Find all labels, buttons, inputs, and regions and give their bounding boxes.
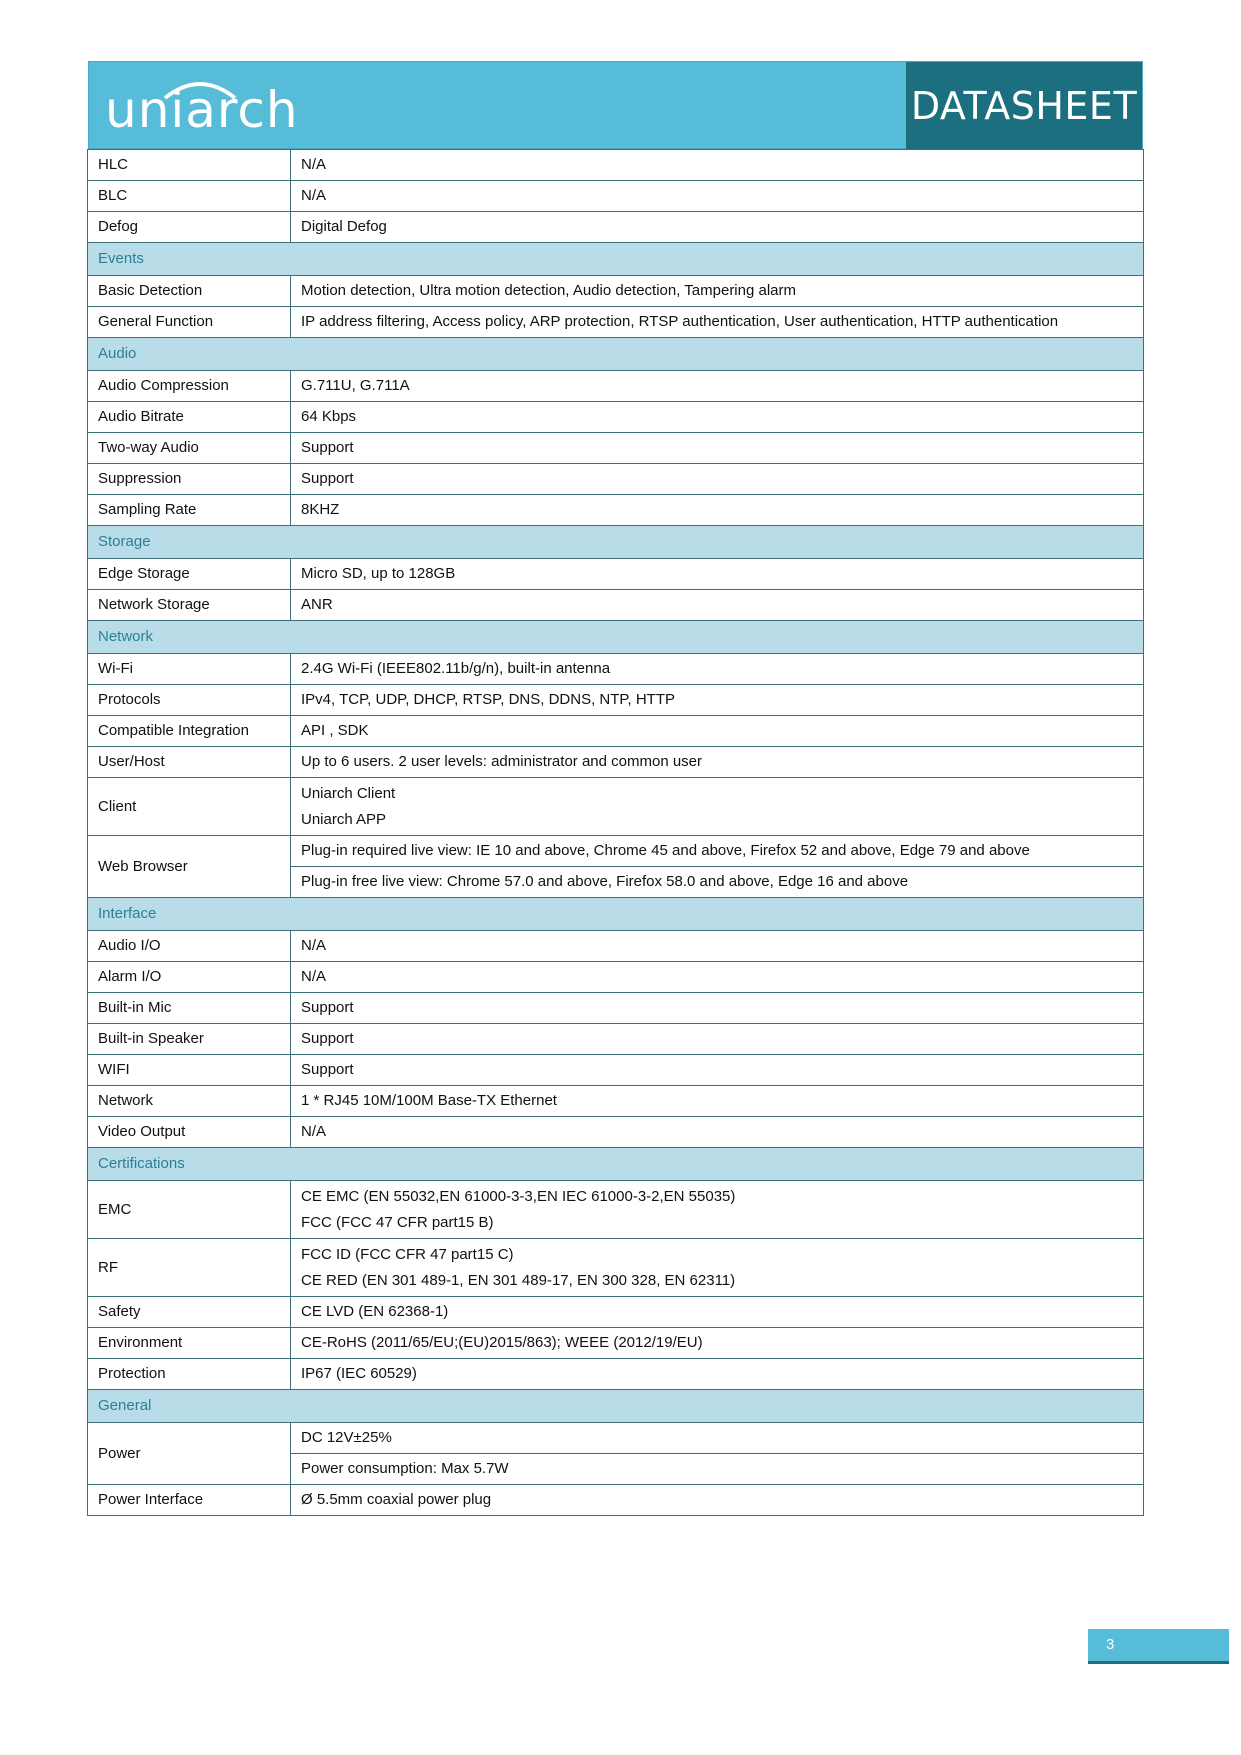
spec-value: G.711U, G.711A — [291, 371, 1144, 402]
table-row — [88, 931, 1144, 962]
section-header-audio — [88, 338, 1144, 371]
spec-value: DC 12V±25% — [291, 1423, 1144, 1454]
table-row — [88, 307, 1144, 338]
client-value-line: Uniarch APP — [301, 810, 387, 828]
table-row — [88, 1086, 1144, 1117]
spec-value: Micro SD, up to 128GB — [291, 559, 1144, 590]
spec-value: Motion detection, Ultra motion detection, Audio detection, Tampering alarm — [291, 276, 1144, 307]
rf-value-line: FCC ID (FCC CFR 47 part15 C) — [301, 1245, 514, 1263]
spec-value: IP address filtering, Access policy, ARP protection, RTSP authentication, User authentication, HTTP authentication — [291, 307, 1144, 338]
spec-value: N/A — [291, 150, 1144, 181]
spec-value: Power consumption: Max 5.7W — [291, 1454, 1144, 1485]
spec-value: N/A — [291, 1117, 1144, 1148]
spec-value: 1 * RJ45 10M/100M Base-TX Ethernet — [291, 1086, 1144, 1117]
spec-label: Two-way Audio — [88, 433, 291, 464]
spec-value: N/A — [291, 181, 1144, 212]
spec-label: Network Storage — [88, 590, 291, 621]
client-value-line: Uniarch Client — [301, 784, 396, 802]
spec-label: Basic Detection — [88, 276, 291, 307]
table-row — [88, 212, 1144, 243]
spec-label: Environment — [88, 1328, 291, 1359]
spec-value: Digital Defog — [291, 212, 1144, 243]
table-row — [88, 150, 1144, 181]
spec-value: N/A — [291, 931, 1144, 962]
spec-label: Client — [88, 778, 291, 836]
table-row — [88, 747, 1144, 778]
datasheet-badge: DATASHEET — [906, 62, 1142, 149]
spec-label: Alarm I/O — [88, 962, 291, 993]
table-row — [88, 1117, 1144, 1148]
section-header-certifications — [88, 1148, 1144, 1181]
table-row — [88, 1181, 1144, 1239]
spec-label: Wi-Fi — [88, 654, 291, 685]
spec-value: Up to 6 users. 2 user levels: administrator and common user — [291, 747, 1144, 778]
spec-label: Built-in Mic — [88, 993, 291, 1024]
spec-label: Network — [88, 1086, 291, 1117]
logo-text: uniarch — [105, 81, 299, 139]
spec-label: WIFI — [88, 1055, 291, 1086]
spec-label: EMC — [88, 1181, 291, 1239]
table-row — [88, 1359, 1144, 1390]
spec-value: Plug-in required live view: IE 10 and above, Chrome 45 and above, Firefox 52 and above, Edge 79 and above — [291, 836, 1144, 867]
table-row — [88, 1423, 1144, 1454]
section-header-network — [88, 621, 1144, 654]
spec-value: 64 Kbps — [291, 402, 1144, 433]
section-title: Interface — [88, 898, 1144, 931]
spec-value: ANR — [291, 590, 1144, 621]
spec-value — [291, 1181, 1144, 1239]
spec-value: IPv4, TCP, UDP, DHCP, RTSP, DNS, DDNS, NTP, HTTP — [291, 685, 1144, 716]
section-header-events — [88, 243, 1144, 276]
spec-value: Ø 5.5mm coaxial power plug — [291, 1485, 1144, 1516]
rf-value-line: CE RED (EN 301 489-1, EN 301 489-17, EN 300 328, EN 62311) — [301, 1271, 736, 1289]
table-row — [88, 1485, 1144, 1516]
table-row — [88, 464, 1144, 495]
spec-label: User/Host — [88, 747, 291, 778]
table-row — [88, 1024, 1144, 1055]
spec-label: Audio Compression — [88, 371, 291, 402]
table-row — [88, 778, 1144, 836]
table-row — [88, 716, 1144, 747]
emc-value-line: FCC (FCC 47 CFR part15 B) — [301, 1213, 494, 1231]
table-row — [88, 371, 1144, 402]
spec-value: Support — [291, 1055, 1144, 1086]
spec-value: CE-RoHS (2011/65/EU;(EU)2015/863); WEEE (2012/19/EU) — [291, 1328, 1144, 1359]
uniarch-logo — [105, 76, 299, 139]
spec-label: Audio I/O — [88, 931, 291, 962]
table-row — [88, 836, 1144, 867]
section-title: Storage — [88, 526, 1144, 559]
spec-value: Support — [291, 433, 1144, 464]
spec-value: Support — [291, 993, 1144, 1024]
spec-value: 8KHZ — [291, 495, 1144, 526]
spec-value: Plug-in free live view: Chrome 57.0 and above, Firefox 58.0 and above, Edge 16 and above — [291, 867, 1144, 898]
table-row — [88, 1297, 1144, 1328]
spec-value — [291, 1239, 1144, 1297]
table-row — [88, 685, 1144, 716]
spec-label: RF — [88, 1239, 291, 1297]
spec-label: BLC — [88, 181, 291, 212]
spec-value: IP67 (IEC 60529) — [291, 1359, 1144, 1390]
spec-label: Power Interface — [88, 1485, 291, 1516]
spec-value: Support — [291, 1024, 1144, 1055]
table-row — [88, 495, 1144, 526]
spec-label: Web Browser — [88, 836, 291, 898]
spec-label: Power — [88, 1423, 291, 1485]
spec-label: Suppression — [88, 464, 291, 495]
section-header-storage — [88, 526, 1144, 559]
section-header-interface — [88, 898, 1144, 931]
table-row — [88, 1328, 1144, 1359]
spec-value: CE LVD (EN 62368-1) — [291, 1297, 1144, 1328]
spec-value: API , SDK — [291, 716, 1144, 747]
table-row — [88, 402, 1144, 433]
table-row — [88, 962, 1144, 993]
section-title: Network — [88, 621, 1144, 654]
spec-label: Protocols — [88, 685, 291, 716]
spec-label: Sampling Rate — [88, 495, 291, 526]
datasheet-header — [88, 61, 1143, 149]
spec-label: Edge Storage — [88, 559, 291, 590]
table-row — [88, 654, 1144, 685]
emc-value-line: CE EMC (EN 55032,EN 61000-3-3,EN IEC 61000-3-2,EN 55035) — [301, 1187, 736, 1205]
section-title: General — [88, 1390, 1144, 1423]
section-header-general — [88, 1390, 1144, 1423]
page-number: 3 — [1088, 1629, 1229, 1664]
table-row — [88, 559, 1144, 590]
spec-value: Support — [291, 464, 1144, 495]
table-row — [88, 1055, 1144, 1086]
section-title: Events — [88, 243, 1144, 276]
spec-value: N/A — [291, 962, 1144, 993]
spec-label: Audio Bitrate — [88, 402, 291, 433]
table-row — [88, 276, 1144, 307]
section-title: Audio — [88, 338, 1144, 371]
spec-label: HLC — [88, 150, 291, 181]
table-row — [88, 433, 1144, 464]
spec-label: Compatible Integration — [88, 716, 291, 747]
spec-label: Safety — [88, 1297, 291, 1328]
spec-label: Video Output — [88, 1117, 291, 1148]
table-row — [88, 1239, 1144, 1297]
spec-label: Defog — [88, 212, 291, 243]
section-title: Certifications — [88, 1148, 1144, 1181]
table-row — [88, 181, 1144, 212]
spec-value: 2.4G Wi-Fi (IEEE802.11b/g/n), built-in antenna — [291, 654, 1144, 685]
spec-value — [291, 778, 1144, 836]
spec-label: Built-in Speaker — [88, 1024, 291, 1055]
table-row — [88, 590, 1144, 621]
spec-table — [87, 149, 1144, 1516]
spec-label: General Function — [88, 307, 291, 338]
spec-label: Protection — [88, 1359, 291, 1390]
table-row — [88, 993, 1144, 1024]
